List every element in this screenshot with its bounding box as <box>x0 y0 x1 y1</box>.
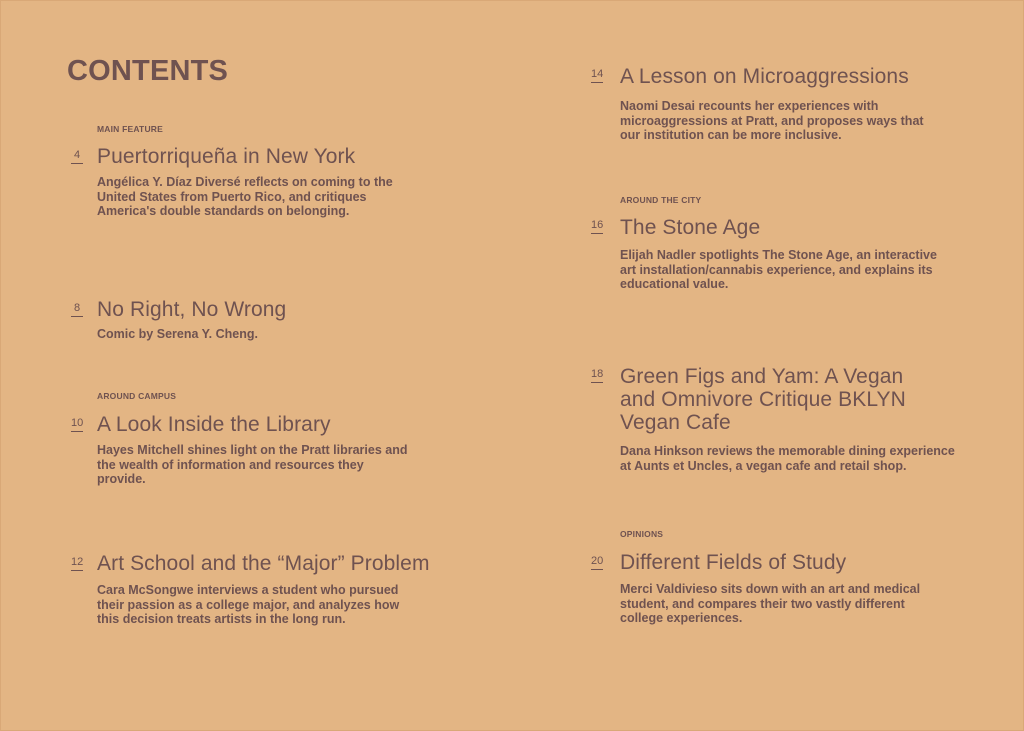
page-number-4[interactable]: 4 <box>71 149 83 164</box>
entry-description-lesson-on-microaggressions: Naomi Desai recounts her experiences with microaggressions at Pratt, and proposes ways that our institution can be more inclusive. <box>620 99 924 142</box>
section-label-around-campus: AROUND CAMPUS <box>97 391 177 401</box>
entry-description-look-inside-library: Hayes Mitchell shines light on the Pratt libraries and the wealth of information and resources they provide. <box>97 443 408 486</box>
entry-title-different-fields-of-study[interactable]: Different Fields of Study <box>620 551 847 574</box>
entry-title-stone-age[interactable]: The Stone Age <box>620 216 761 239</box>
page-number-14[interactable]: 14 <box>591 68 603 83</box>
page-number-20[interactable]: 20 <box>591 555 603 570</box>
page-title: CONTENTS <box>67 55 229 87</box>
entry-title-art-school-major-problem[interactable]: Art School and the “Major” Problem <box>97 552 430 575</box>
entry-description-stone-age: Elijah Nadler spotlights The Stone Age, an interactive art installation/cannabis experience, and explains its educational value. <box>620 248 937 291</box>
entry-description-different-fields-of-study: Merci Valdivieso sits down with an art and medical student, and compares their two vastly different college experiences. <box>620 582 921 625</box>
page-number-16[interactable]: 16 <box>591 219 603 234</box>
entry-title-puertorriquena[interactable]: Puertorriqueña in New York <box>97 145 356 168</box>
section-label-main-feature: MAIN FEATURE <box>97 124 163 134</box>
entry-title-look-inside-library[interactable]: A Look Inside the Library <box>97 413 331 436</box>
entry-title-no-right-no-wrong[interactable]: No Right, No Wrong <box>97 298 287 321</box>
section-label-opinions: OPINIONS <box>620 529 664 539</box>
entry-description-puertorriquena: Angélica Y. Díaz Diversé reflects on coming to the United States from Puerto Rico, and critiques America's double standards on belonging. <box>97 175 393 218</box>
page-number-18[interactable]: 18 <box>591 368 603 383</box>
entry-title-green-figs-and-yam[interactable]: Green Figs and Yam: A Vegan and Omnivore Critique BKLYN Vegan Cafe <box>620 365 906 434</box>
entry-description-no-right-no-wrong: Comic by Serena Y. Cheng. <box>97 327 258 341</box>
section-label-around-the-city: AROUND THE CITY <box>620 195 702 205</box>
entry-title-lesson-on-microaggressions[interactable]: A Lesson on Microaggressions <box>620 65 909 88</box>
page-number-10[interactable]: 10 <box>71 417 83 432</box>
page-number-12[interactable]: 12 <box>71 556 83 571</box>
page-number-8[interactable]: 8 <box>71 302 83 317</box>
entry-description-art-school-major-problem: Cara McSongwe interviews a student who pursued their passion as a college major, and analyzes how this decision treats artists in the long run. <box>97 583 400 626</box>
entry-description-green-figs-and-yam: Dana Hinkson reviews the memorable dining experience at Aunts et Uncles, a vegan cafe and retail shop. <box>620 444 955 473</box>
